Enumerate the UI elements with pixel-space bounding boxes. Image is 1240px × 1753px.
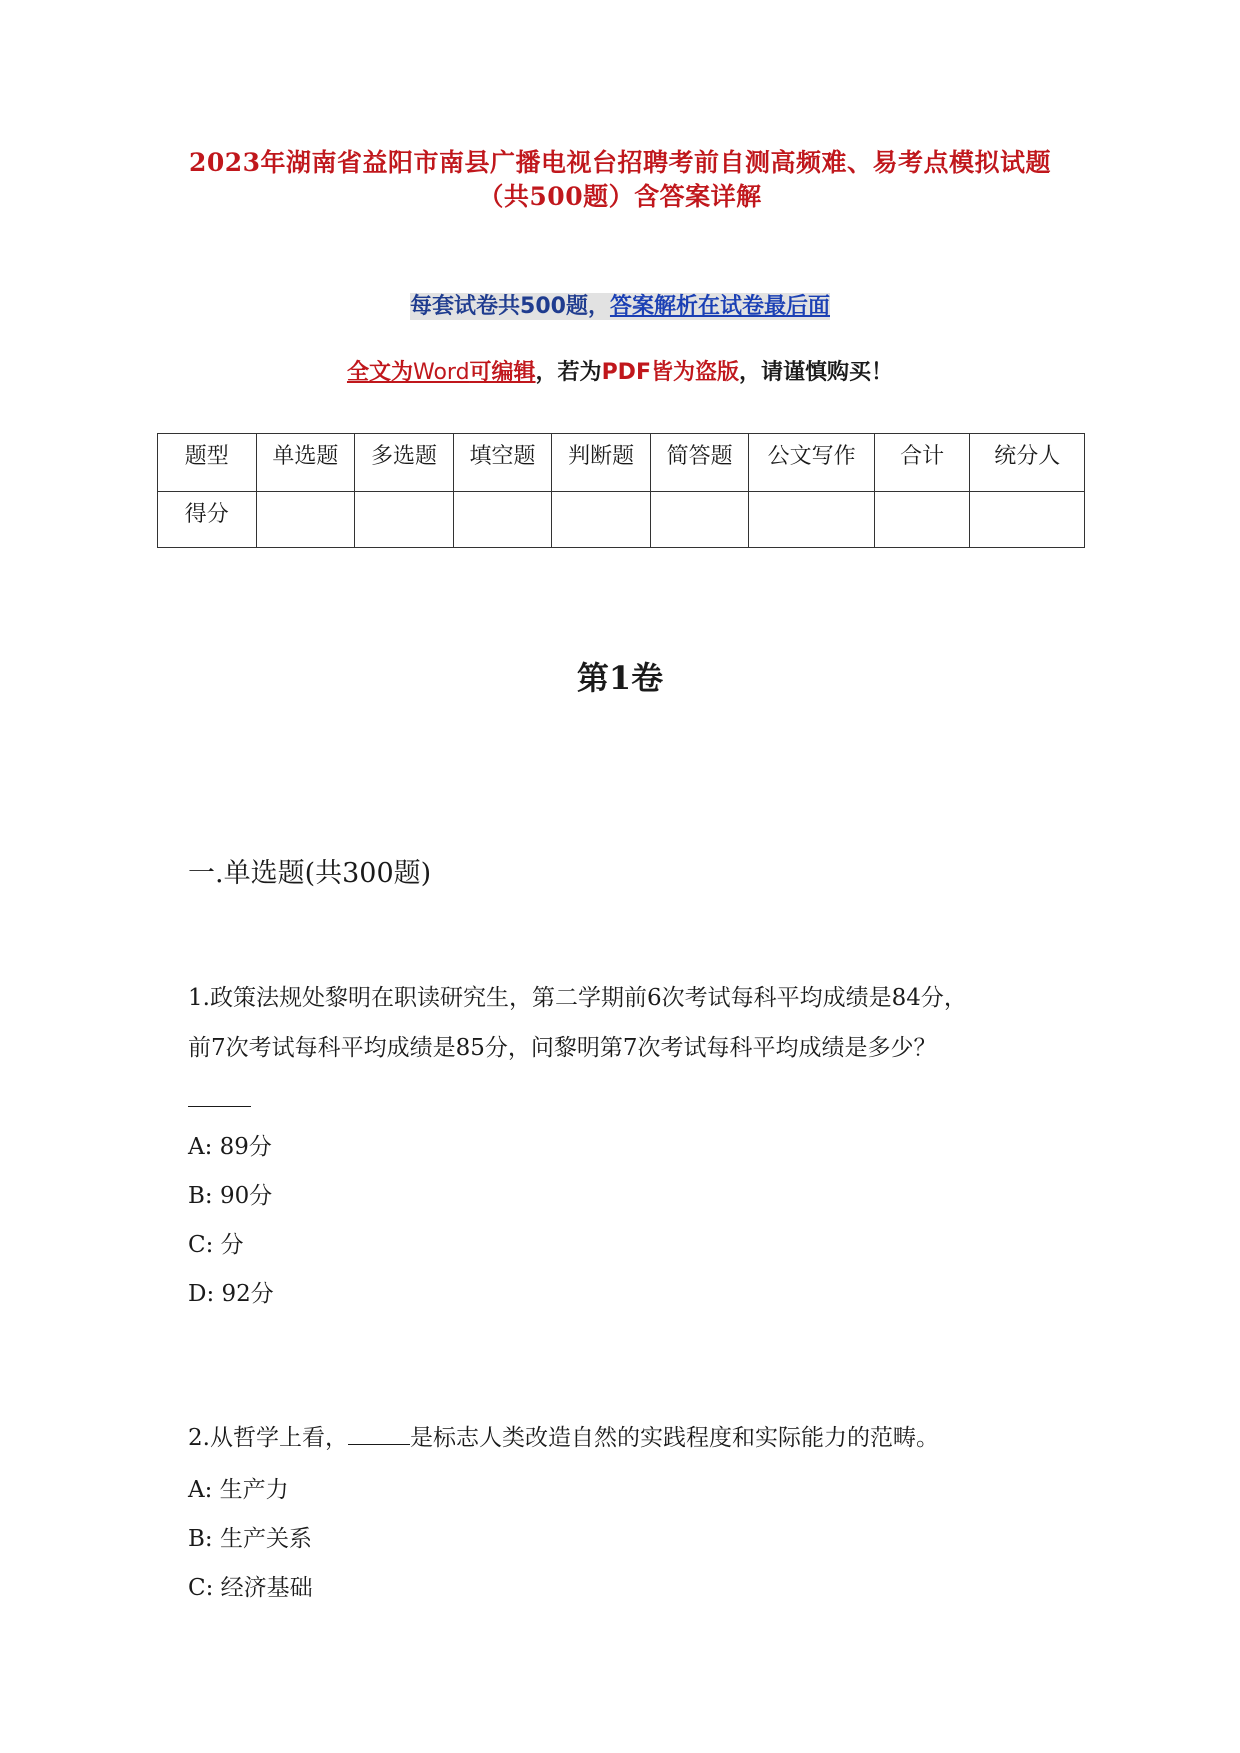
question-2-text-post: 是标志人类改造自然的实践程度和实际能力的范畴。 — [409, 1425, 939, 1451]
score-cell[interactable] — [650, 492, 749, 548]
score-cell[interactable] — [453, 492, 552, 548]
document-title-line2: （共500题）含答案详解 — [478, 182, 762, 211]
question-1-option-b[interactable]: B: 90分 — [188, 1183, 273, 1209]
question-1-line1: 1.政策法规处黎明在职读研究生，第二学期前6次考试每科平均成绩是84分， — [188, 985, 967, 1011]
question-1-text — [188, 973, 1068, 1073]
score-table — [157, 433, 1085, 548]
score-cell[interactable] — [256, 492, 355, 548]
editable-notice — [347, 360, 536, 385]
notice-line — [0, 292, 1240, 322]
notice-text-2: 题， — [565, 294, 610, 319]
table-header-cell: 公文写作 — [749, 434, 874, 492]
score-cell[interactable] — [874, 492, 970, 548]
document-title-line1: 2023年湖南省益阳市南县广播电视台招聘考前自测高频难、易考点模拟试题 — [188, 148, 1052, 177]
answer-blank — [188, 1106, 251, 1107]
table-header-cell: 题型 — [158, 434, 257, 492]
score-cell[interactable] — [970, 492, 1085, 548]
score-table-header-row — [158, 434, 1085, 492]
warn-text-5: ，请谨慎购买！ — [739, 360, 894, 385]
table-header-cell: 判断题 — [552, 434, 651, 492]
score-cell[interactable] — [552, 492, 651, 548]
score-table-score-row — [158, 492, 1085, 548]
question-2-option-b[interactable]: B: 生产关系 — [188, 1526, 312, 1552]
table-header-cell: 简答题 — [650, 434, 749, 492]
table-header-cell: 统分人 — [970, 434, 1085, 492]
question-2-option-a[interactable]: A: 生产力 — [188, 1477, 289, 1503]
question-2-option-c[interactable]: C: 经济基础 — [188, 1575, 313, 1601]
question-1-option-d[interactable]: D: 92分 — [188, 1281, 274, 1307]
question-1-option-a[interactable]: A: 89分 — [188, 1134, 272, 1160]
warn-text-1: 全文为 — [346, 360, 413, 385]
table-header-cell: 填空题 — [453, 434, 552, 492]
warn-text-4: 皆为盗版 — [650, 360, 739, 385]
question-2-text-pre: 2.从哲学上看， — [188, 1425, 348, 1451]
section-title: 第1卷 — [576, 659, 664, 697]
score-cell[interactable] — [355, 492, 454, 548]
question-1-option-c[interactable]: C: 分 — [188, 1232, 244, 1258]
warn-text-2: 可编辑 — [469, 360, 536, 385]
score-cell[interactable] — [749, 492, 874, 548]
answer-blank — [348, 1422, 410, 1445]
question-2-text — [188, 1413, 1068, 1463]
warning-line — [0, 358, 1240, 388]
warn-pdf: PDF — [601, 360, 651, 385]
table-header-cell: 合计 — [874, 434, 970, 492]
document-title — [120, 146, 1120, 214]
answer-location-link[interactable]: 答案解析在试卷最后面 — [609, 294, 830, 319]
notice-number: 500 — [520, 294, 566, 319]
score-row-label: 得分 — [158, 492, 257, 548]
table-header-cell: 多选题 — [355, 434, 454, 492]
warn-text-3: ，若为 — [535, 360, 602, 385]
warn-word: Word — [412, 360, 470, 385]
question-1-line2: 前7次考试每科平均成绩是85分，问黎明第7次考试每科平均成绩是多少？ — [188, 1035, 937, 1061]
part-title: 一.单选题(共300题) — [188, 858, 432, 889]
notice-text-1: 每套试卷共 — [410, 294, 521, 319]
table-header-cell: 单选题 — [256, 434, 355, 492]
